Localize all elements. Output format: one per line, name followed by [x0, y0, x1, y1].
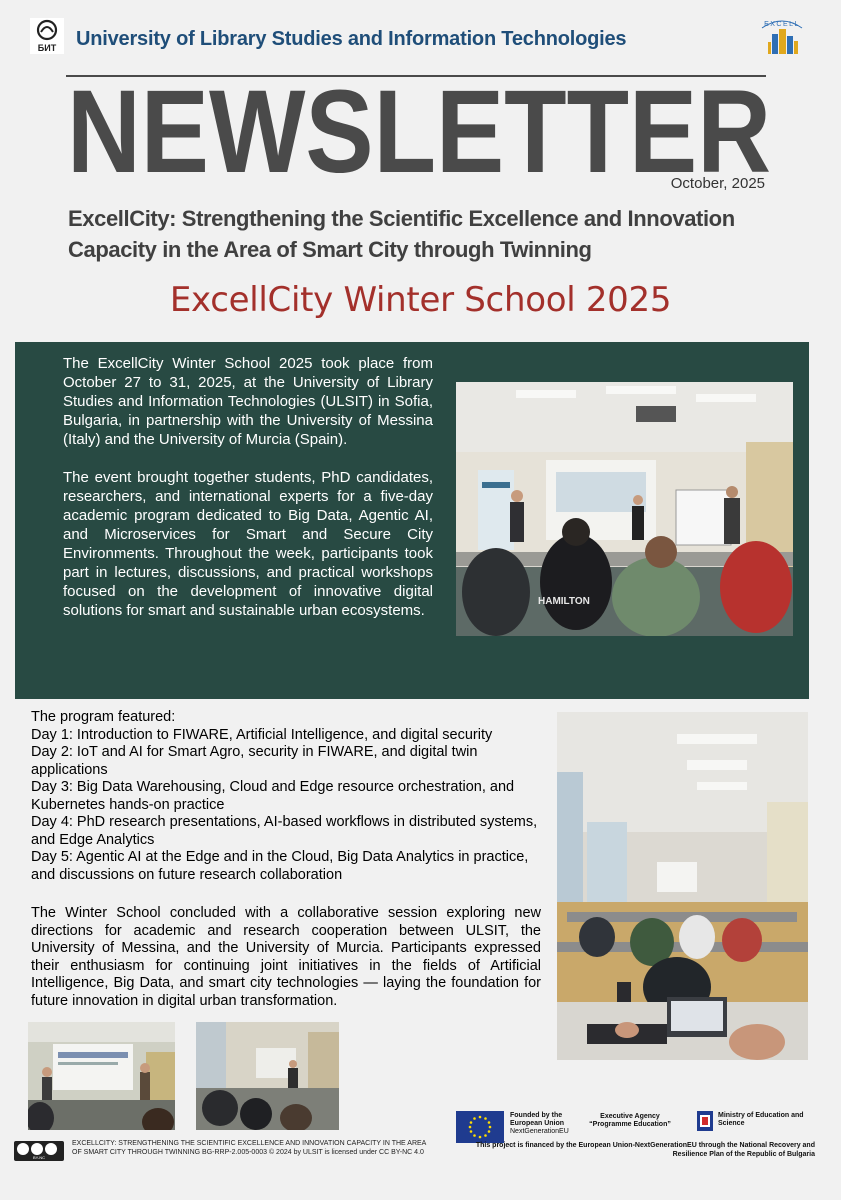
- cc-license-badge: [14, 1141, 64, 1161]
- ministry-crest-icon: [697, 1111, 713, 1131]
- program-heading: The program featured:: [31, 709, 176, 725]
- svg-text:HAMILTON: HAMILTON: [538, 596, 590, 607]
- audience-photo: [196, 1022, 339, 1130]
- conclusion-paragraph: The Winter School concluded with a collaborative session exploring new directions for academic and research cooperation between ULSIT, the University of Messina, and the University of Murcia. Participants expressed their enthusiasm for continuing joint initiatives in the fields of Artificial Intelligence, Big Data, and smart city technologies — laying the foundation for future innovation in digital urban transformation.: [31, 905, 541, 1009]
- excellcity-logo: [756, 16, 808, 56]
- financing-statement: This project is financed by the European Union-NextGenerationEU through the National Recovery and Resilience Plan of the Republic of Bulgaria: [475, 1142, 815, 1158]
- program-day: Day 2: IoT and AI for Smart Agro, security in FIWARE, and digital twin applications: [31, 744, 478, 778]
- university-name: University of Library Studies and Information Technologies: [76, 28, 627, 50]
- ministry-label: Ministry of Education and Science: [718, 1112, 804, 1127]
- event-title: ExcellCity Winter School 2025: [169, 280, 672, 320]
- classroom-photo: [557, 712, 808, 1060]
- agency-line: “Programme Education”: [589, 1121, 671, 1128]
- eu-funding-line: European Union: [510, 1120, 565, 1127]
- license-text: EXCELLCITY: STRENGTHENING THE SCIENTIFIC EXCELLENCE AND INNOVATION CAPACITY IN THE AREA OF SMART CITY THROUGH TWINNING BG-RRP-2.005-0003 © 2024 by ULSIT is licensed under CC BY-NC 4.0: [72, 1140, 426, 1156]
- intro-paragraph: The event brought together students, PhD candidates, researchers, and international experts for a five-day academic program dedicated to Big Data, Agentic AI, and Microservices for Smart and Secure City Environments. Throughout the week, participants took part in lectures, discussions, and practical workshops focused on the development of innovative digital solutions for smart and sustainable urban ecosystems.: [63, 469, 433, 619]
- svg-text:EXCELL: EXCELL: [764, 21, 800, 28]
- program-day: Day 5: Agentic AI at the Edge and in the Cloud, Big Data Analytics in practice, and discussions on future research collaboration: [31, 849, 529, 883]
- eu-flag-icon: [456, 1111, 504, 1143]
- project-title: [68, 203, 788, 265]
- lecture-photo: [456, 382, 793, 636]
- eu-funding-line: NextGenerationEU: [510, 1128, 569, 1135]
- agency-label: [580, 1113, 680, 1129]
- project-title-line-2: Capacity in the Area of Smart City through Twinning: [68, 237, 592, 262]
- program-day: Day 1: Introduction to FIWARE, Artificial Intelligence, and digital security: [31, 726, 493, 743]
- eu-funding-line: Founded by the: [510, 1112, 563, 1119]
- svg-text:NEWSLETTER: NEWSLETTER: [67, 68, 771, 180]
- newsletter-title: [64, 68, 774, 180]
- eu-funding-label: [510, 1112, 580, 1136]
- agency-line: Executive Agency: [600, 1113, 660, 1120]
- university-logo: [30, 18, 64, 54]
- issue-date: October, 2025: [670, 175, 765, 192]
- program-list: [31, 709, 541, 884]
- program-day: Day 4: PhD research presentations, AI-based workflows in distributed systems, and Edge Analytics: [31, 814, 538, 848]
- svg-text:BY-NC: BY-NC: [32, 1155, 46, 1160]
- presentation-photo: [28, 1022, 175, 1130]
- intro-paragraph: The ExcellCity Winter School 2025 took place from October 27 to 31, 2025, at the University of Library Studies and Information Technologies (ULSIT) in Sofia, Bulgaria, in partnership with the University of Messina (Italy) and the University of Murcia (Spain).: [63, 355, 433, 448]
- program-day: Day 3: Big Data Warehousing, Cloud and Edge resource orchestration, and Kubernetes hands-on practice: [31, 779, 515, 813]
- svg-text:БИТ: БИТ: [37, 43, 57, 53]
- intro-panel: [15, 342, 809, 699]
- project-title-line-1: ExcellCity: Strengthening the Scientific Excellence and Innovation: [68, 206, 735, 231]
